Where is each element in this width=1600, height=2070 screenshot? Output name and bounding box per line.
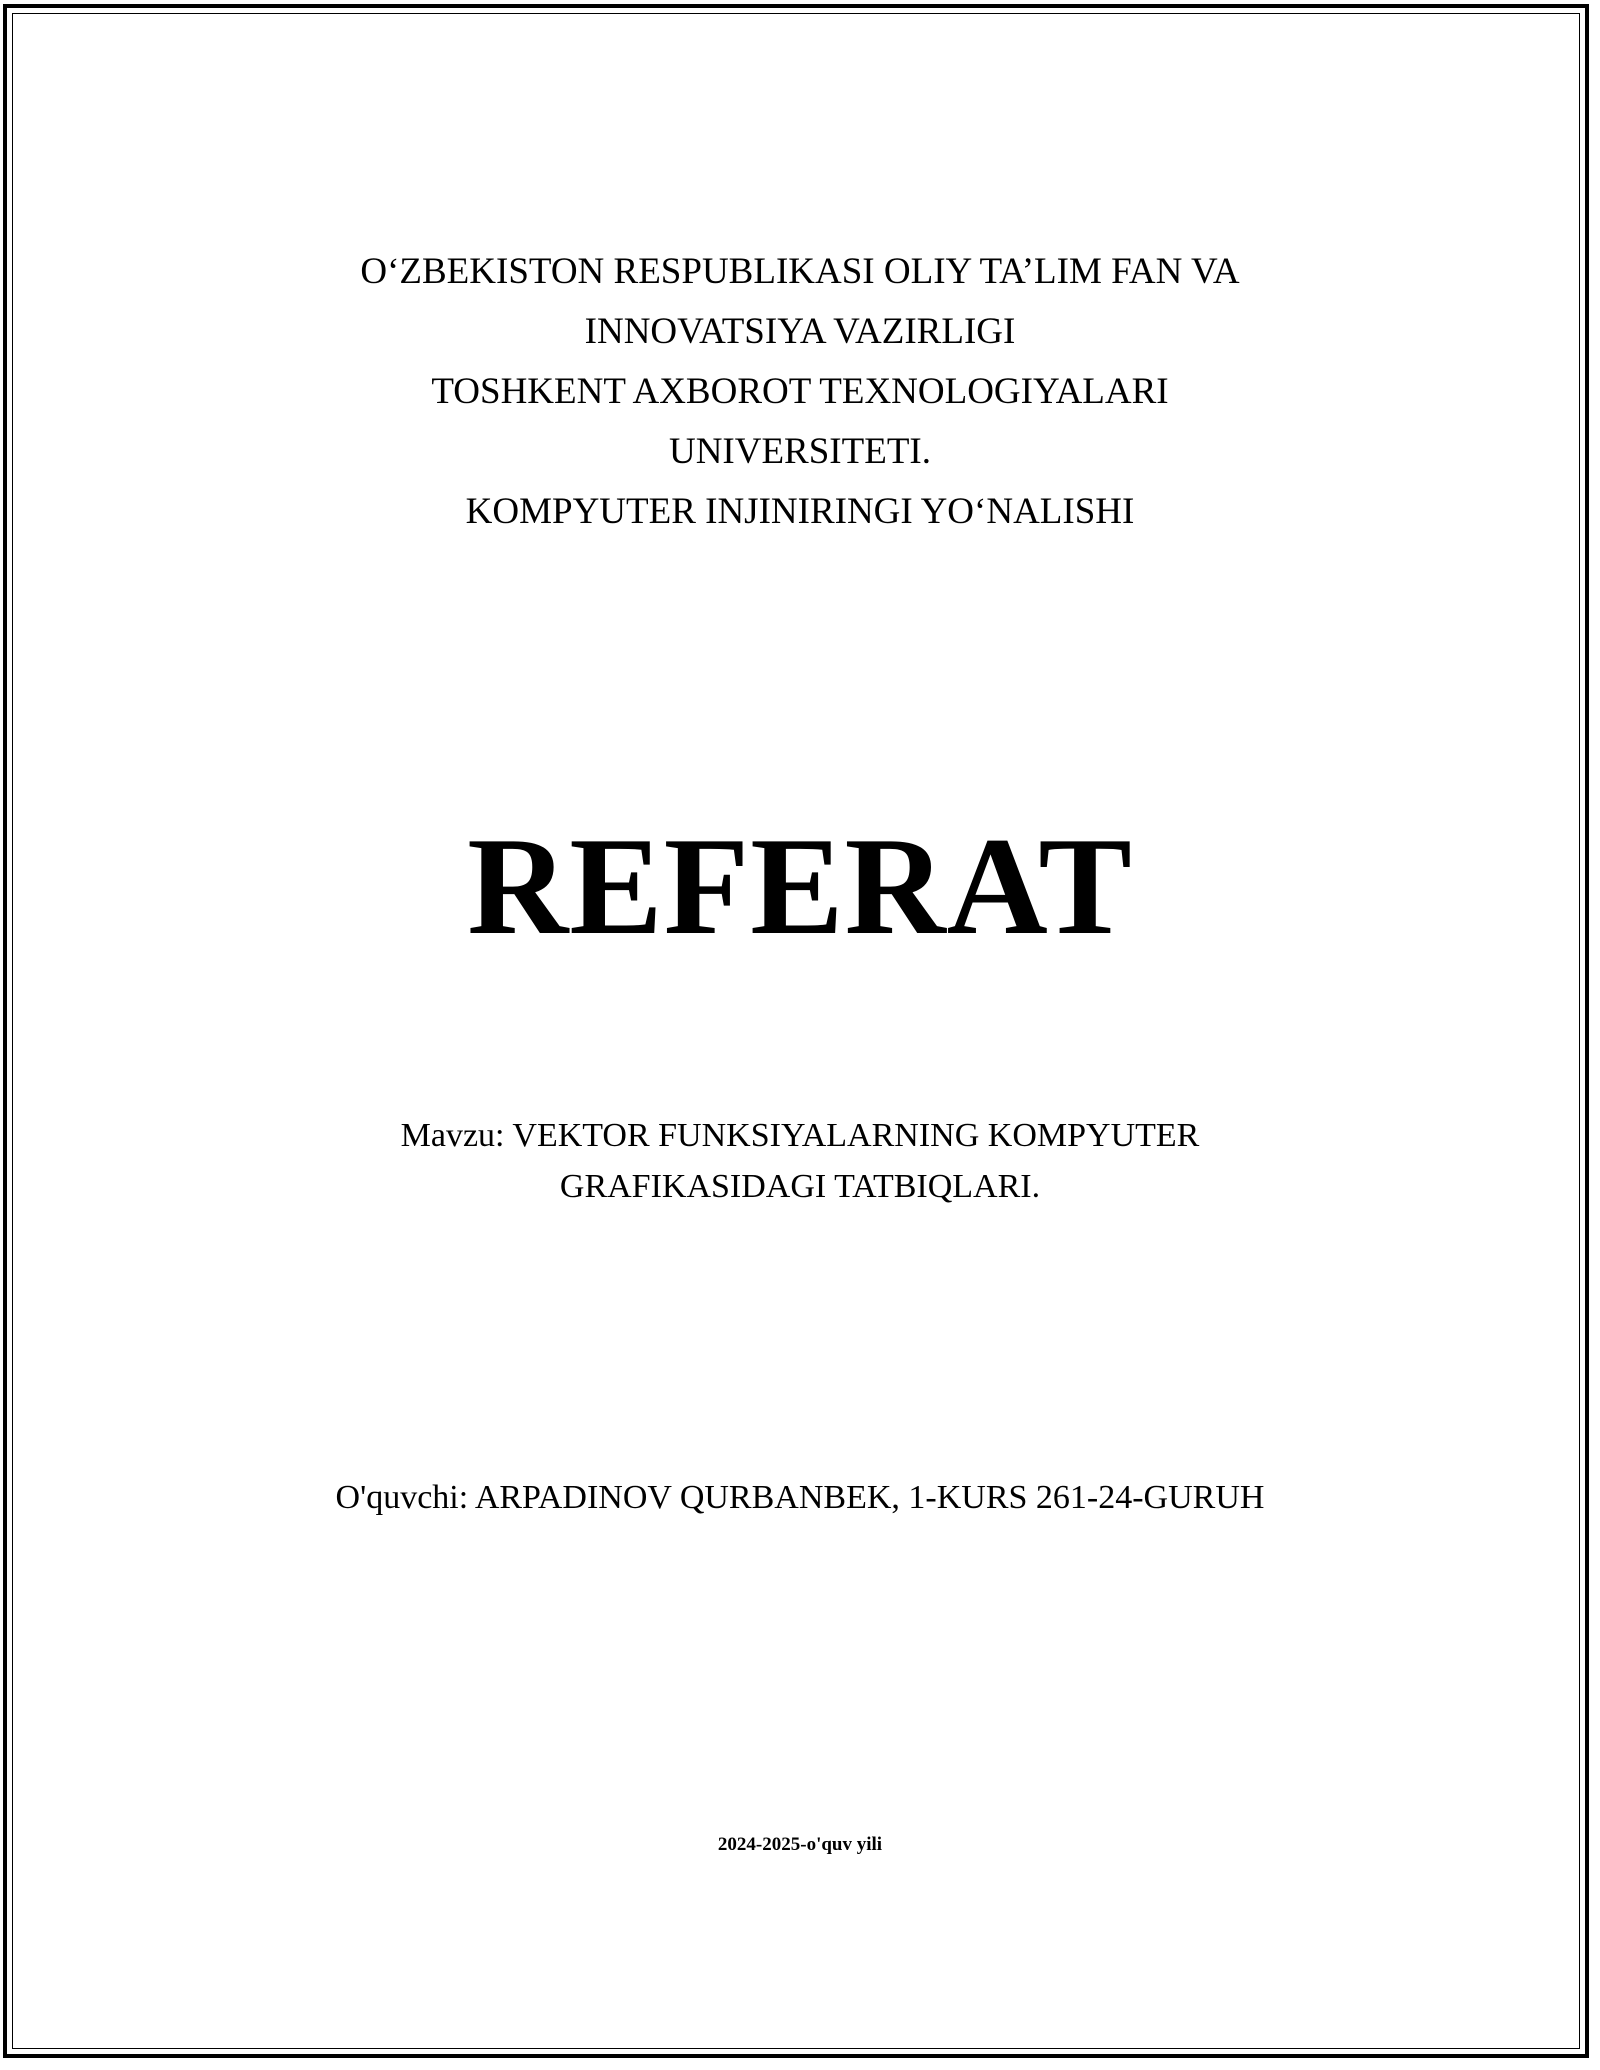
header-line-ministry: O‘ZBEKISTON RESPUBLIKASI OLIY TA’LIM FAN VA <box>360 251 1240 292</box>
header-line-ministry-cont: INNOVATSIYA VAZIRLIGI <box>584 311 1016 352</box>
institution-header <box>0 242 1600 542</box>
header-line-university-cont: UNIVERSITETI. <box>668 431 932 472</box>
topic-line-2: GRAFIKASIDAGI TATBIQLARI. <box>559 1168 1041 1205</box>
header-line-department: KOMPYUTER INJINIRINGI YO‘NALISHI <box>465 491 1135 532</box>
academic-year: 2024-2025-o'quv yili <box>717 1834 883 1855</box>
student-info: O'quvchi: ARPADINOV QURBANBEK, 1-KURS 261-24-GURUH <box>335 1479 1265 1516</box>
topic-block <box>0 1110 1600 1212</box>
header-line-university: TOSHKENT AXBOROT TEXNOLOGIYALARI <box>431 371 1169 412</box>
topic-line-1: Mavzu: VEKTOR FUNKSIYALARNING KOMPYUTER <box>400 1117 1200 1154</box>
document-title: REFERAT <box>467 809 1133 964</box>
